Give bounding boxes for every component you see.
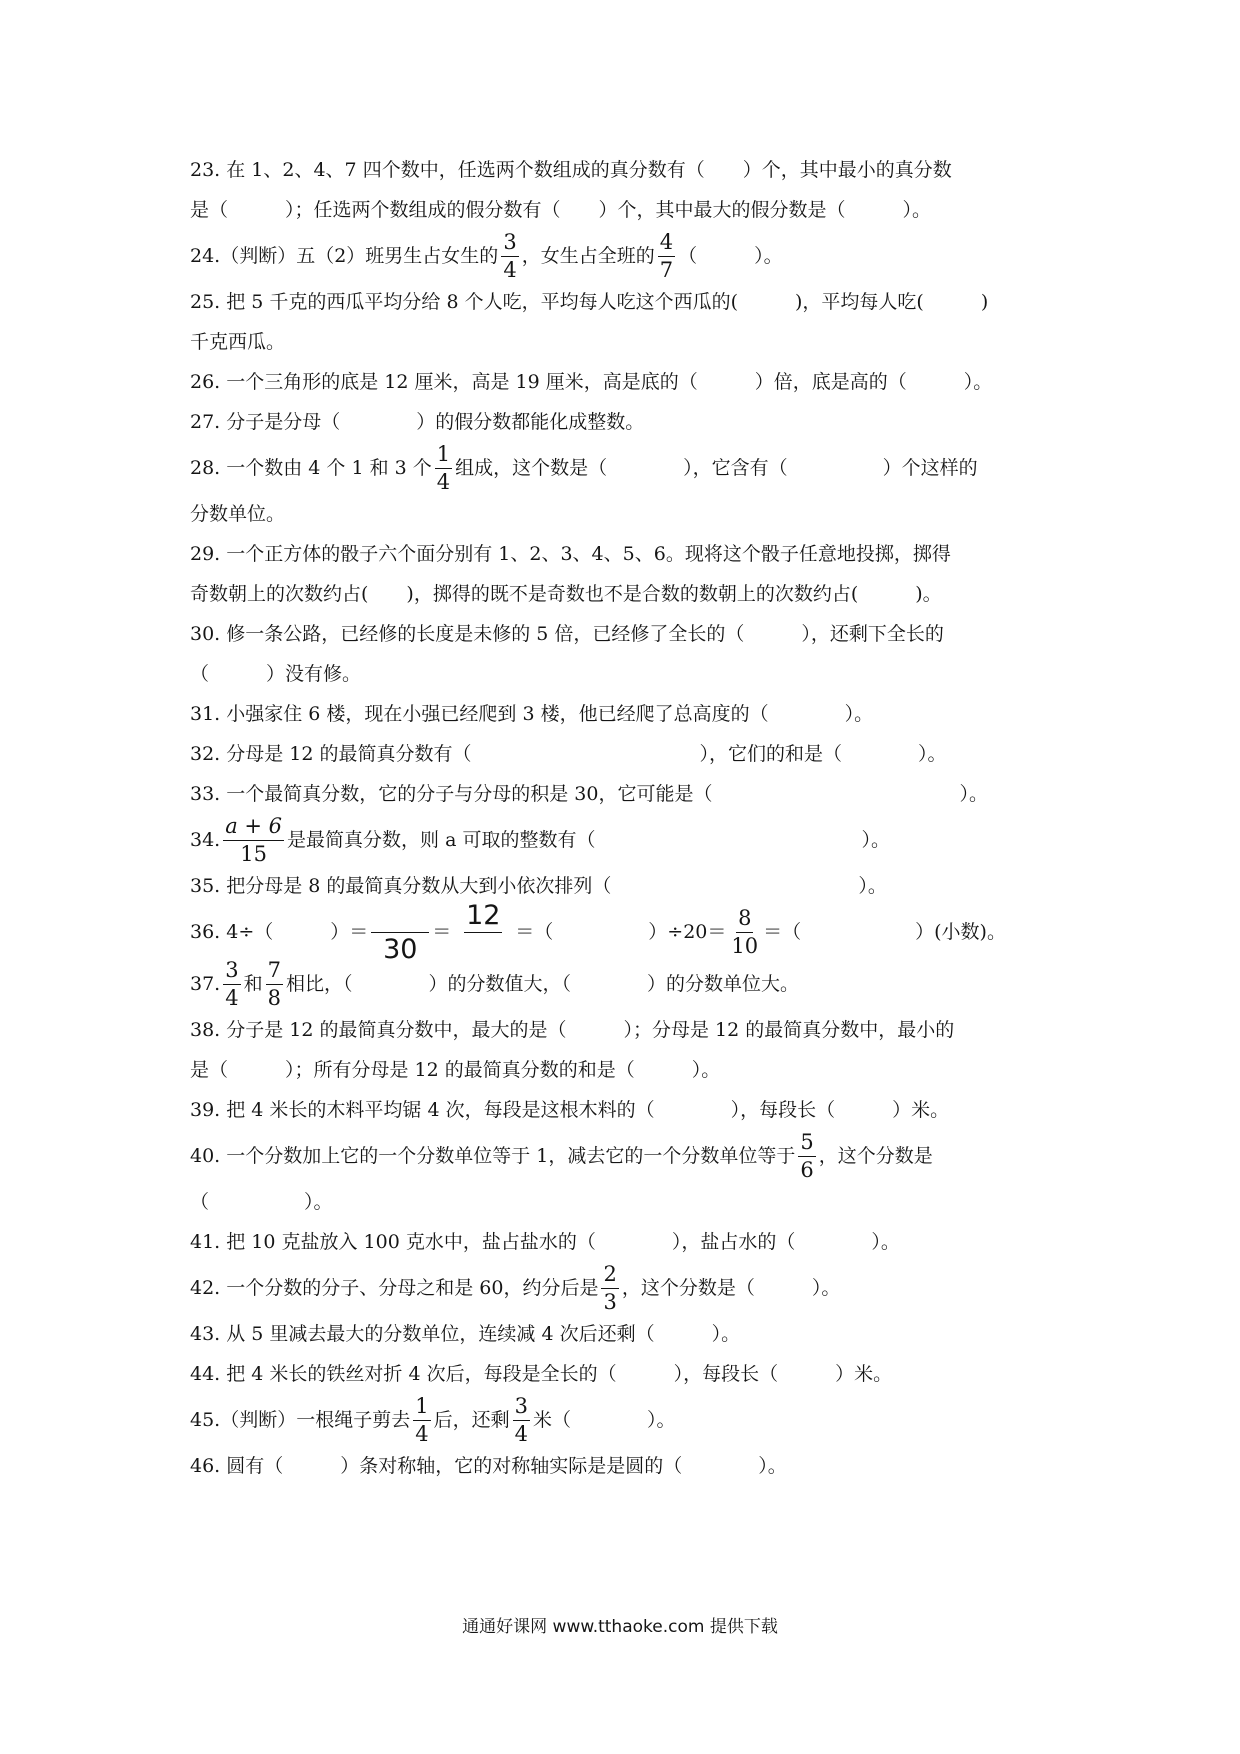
q38-line2: 是（ ）；所有分母是 12 的最简真分数的和是（ ）。 xyxy=(190,1059,721,1081)
fraction-3-4: $\frac{3}{4}$ xyxy=(225,957,239,1010)
fraction-1-4: $\frac{1}{4}$ xyxy=(415,1393,429,1446)
q33: 33. 一个最简真分数，它的分子与分母的积是 30，它可能是（ ）。 xyxy=(190,783,988,805)
q25-line2: 千克西瓜。 xyxy=(190,331,286,353)
q41: 41. 把 10 克盐放入 100 克水中，盐占盐水的（ ），盐占水的（ ）。 xyxy=(190,1231,900,1253)
fraction-1-4: $\frac{1}{4}$ xyxy=(436,441,451,494)
q36: 36. 4÷（ ）＝ 30 ＝ 12 ＝（ ）÷20＝ $\frac{8}{10}$ ＝（ ）(小数)。 xyxy=(190,899,1006,965)
fraction-5-6: $\frac{5}{6}$ xyxy=(800,1129,814,1182)
q28-line2: 分数单位。 xyxy=(190,503,286,525)
q45: 45.（判断）一根绳子剪去 $\frac{1}{4}$ 后，还剩 $\frac{3}{4}$ 米（ ）。 xyxy=(190,1393,676,1446)
fraction-4-7: $\frac{4}{7}$ xyxy=(659,229,674,282)
fraction-8-10: $\frac{8}{10}$ xyxy=(731,905,759,958)
q40-line1: 40. 一个分数加上它的一个分数单位等于 1，减去它的一个分数单位等于 $\frac{5}{6}$ ，这个分数是 xyxy=(190,1129,933,1182)
q23-line1: 23. 在 1、2、4、7 四个数中，任选两个数组成的真分数有（ ）个，其中最小的真分数 xyxy=(190,159,952,181)
fraction-3-4: $\frac{3}{4}$ xyxy=(514,1393,528,1446)
q30-line1: 30. 修一条公路，已经修的长度是未修的 5 倍，已经修了全长的（ ），还剩下全长的 xyxy=(190,623,944,645)
q28-line1: 28. 一个数由 4 个 1 和 3 个 $\frac{1}{4}$ 组成，这个数是（ ），它含有（ ）个这样的 xyxy=(190,441,978,494)
q46: 46. 圆有（ ）条对称轴，它的对称轴实际是是圆的（ ）。 xyxy=(190,1455,787,1477)
q32: 32. 分母是 12 的最简真分数有（ ），它们的和是（ ）。 xyxy=(190,743,947,765)
footer-credit: 通通好课网 www.tthaoke.com 提供下载 xyxy=(462,1617,778,1637)
q23-line2: 是（ ）；任选两个数组成的假分数有（ ）个，其中最大的假分数是（ ）。 xyxy=(190,199,932,221)
q24: 24.（判断）五（2）班男生占女生的 $\frac{3}{4}$ ，女生占全班的 $\frac{4}{7}$ （ ）。 xyxy=(190,229,783,282)
q35: 35. 把分母是 8 的最简真分数从大到小依次排列（ ）。 xyxy=(190,875,887,897)
q44: 44. 把 4 米长的铁丝对折 4 次后，每段是全长的（ ），每段长（ ）米。 xyxy=(190,1363,893,1385)
q34: 34. $\frac{a + 6}{15}$ 是最简真分数，则 a 可取的整数有（ ）。 xyxy=(190,813,890,866)
fraction-blank-30: 30 xyxy=(371,902,429,963)
q40-line2: （ ）。 xyxy=(190,1191,333,1213)
q25-line1: 25. 把 5 千克的西瓜平均分给 8 个人吃，平均每人吃这个西瓜的( )，平均每人吃( ) xyxy=(190,291,989,313)
fraction-2-3: $\frac{2}{3}$ xyxy=(603,1261,617,1314)
fraction-7-8: $\frac{7}{8}$ xyxy=(267,957,281,1010)
q42: 42. 一个分数的分子、分母之和是 60，约分后是 $\frac{2}{3}$ ，这个分数是（ ）。 xyxy=(190,1261,841,1314)
q43: 43. 从 5 里减去最大的分数单位，连续减 4 次后还剩（ ）。 xyxy=(190,1323,741,1345)
q39: 39. 把 4 米长的木料平均锯 4 次，每段是这根木料的（ ），每段长（ ）米。 xyxy=(190,1099,950,1121)
question-list xyxy=(190,150,1060,1486)
q30-line2: （ ）没有修。 xyxy=(190,663,362,685)
q29-line1: 29. 一个正方体的骰子六个面分别有 1、2、3、4、5、6。现将这个骰子任意地投掷，掷得 xyxy=(190,543,951,565)
fraction-a-plus-6-over-15: $\frac{a + 6}{15}$ xyxy=(225,813,283,866)
fraction-3-4: $\frac{3}{4}$ xyxy=(503,229,517,282)
q26: 26. 一个三角形的底是 12 厘米，高是 19 厘米，高是底的（ ）倍，底是高的（ ）。 xyxy=(190,371,993,393)
q38-line1: 38. 分子是 12 的最简真分数中，最大的是（ ）；分母是 12 的最简真分数中，最小的 xyxy=(190,1019,955,1041)
q31: 31. 小强家住 6 楼，现在小强已经爬到 3 楼，他已经爬了总高度的（ ）。 xyxy=(190,703,874,725)
q27: 27. 分子是分母（ ）的假分数都能化成整数。 xyxy=(190,411,645,433)
q29-line2: 奇数朝上的次数约占( )，掷得的既不是奇数也不是合数的数朝上的次数约占( )。 xyxy=(190,583,942,605)
q37: 37. $\frac{3}{4}$ 和 $\frac{7}{8}$ 相比，（ ）的分数值大，（ ）的分数单位大。 xyxy=(190,957,799,1010)
fraction-12-blank: 12 xyxy=(466,899,501,931)
